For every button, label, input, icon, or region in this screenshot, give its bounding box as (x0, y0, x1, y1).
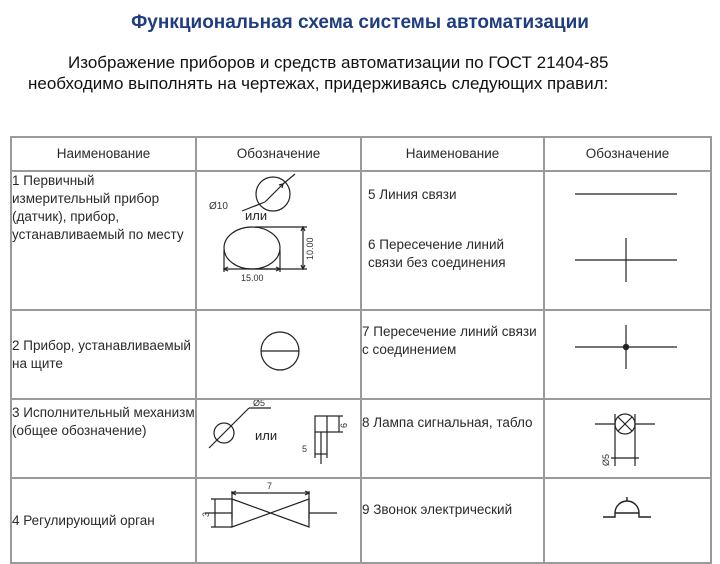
row3-left-name: 3 Исполнительный механизм (общее обозначение) (11, 399, 196, 478)
table-row (11, 310, 711, 399)
row1-right-name-a: 5 Линия связи (368, 187, 457, 202)
row2-left-symbol (196, 310, 361, 399)
table-header-row (11, 137, 711, 171)
row1-right-symbol (544, 171, 711, 310)
row4-right-symbol (544, 478, 711, 563)
dim-diameter-10: Ø10 (209, 201, 228, 212)
table-row (11, 399, 711, 478)
dim-six: 6 (339, 422, 349, 428)
row1-left-symbol (196, 171, 361, 310)
junction-symbol-icon (545, 311, 712, 393)
symbols-table (10, 136, 712, 564)
electric-bell-icon (545, 479, 712, 557)
row3-right-name: 8 Лампа сигнальная, табло (361, 399, 544, 478)
header-name-right: Наименование (361, 137, 544, 171)
table-row (11, 171, 711, 310)
row3-left-symbol (196, 399, 361, 478)
dim-diameter-5: Ø5 (253, 400, 266, 408)
signal-lamp-icon (545, 400, 712, 472)
or-label-1: или (245, 208, 268, 223)
page-title: Функциональная схема системы автоматизации (131, 12, 589, 33)
row2-right-symbol (544, 310, 711, 399)
sensor-symbol-icon (197, 172, 362, 304)
dim-diameter-5b: Ø5 (601, 453, 611, 466)
actuator-symbol-icon (197, 400, 362, 472)
dim-five: 5 (302, 444, 308, 454)
row4-left-symbol (196, 478, 361, 563)
row4-right-name: 9 Звонок электрический (361, 478, 544, 563)
row1-right-name-b: 6 Пересечение линий связи без соединения (368, 237, 506, 270)
table-row (11, 478, 711, 563)
line-symbols-icon (545, 172, 712, 304)
row3-right-symbol (544, 399, 711, 478)
row2-right-name: 7 Пересечение линий связи с соединением (361, 310, 544, 399)
dim-width-15: 15.00 (241, 273, 264, 283)
header-symbol-left: Обозначение (196, 137, 361, 171)
header-name-left: Наименование (11, 137, 196, 171)
row1-right-names (361, 171, 544, 310)
dim-seven: 7 (267, 481, 273, 491)
panel-instrument-icon (197, 311, 362, 393)
intro-paragraph (28, 52, 688, 94)
header-symbol-right: Обозначение (544, 137, 711, 171)
row2-left-name: 2 Прибор, устанавливаемый на щите (11, 310, 196, 399)
dim-three: 3 (201, 511, 211, 517)
control-valve-icon (197, 479, 362, 557)
row1-left-name: 1 Первичный измерительный прибор (датчик), прибор, устанавливаемый по месту (11, 171, 196, 310)
or-label-2: или (255, 428, 278, 443)
row4-left-name: 4 Регулирующий орган (11, 478, 196, 563)
intro-text: Изображение приборов и средств автоматизации по ГОСТ 21404-85 необходимо выполнять на чертежах, придерживаясь следующих правил: (28, 53, 609, 93)
dim-height-10: 10.00 (305, 237, 315, 260)
